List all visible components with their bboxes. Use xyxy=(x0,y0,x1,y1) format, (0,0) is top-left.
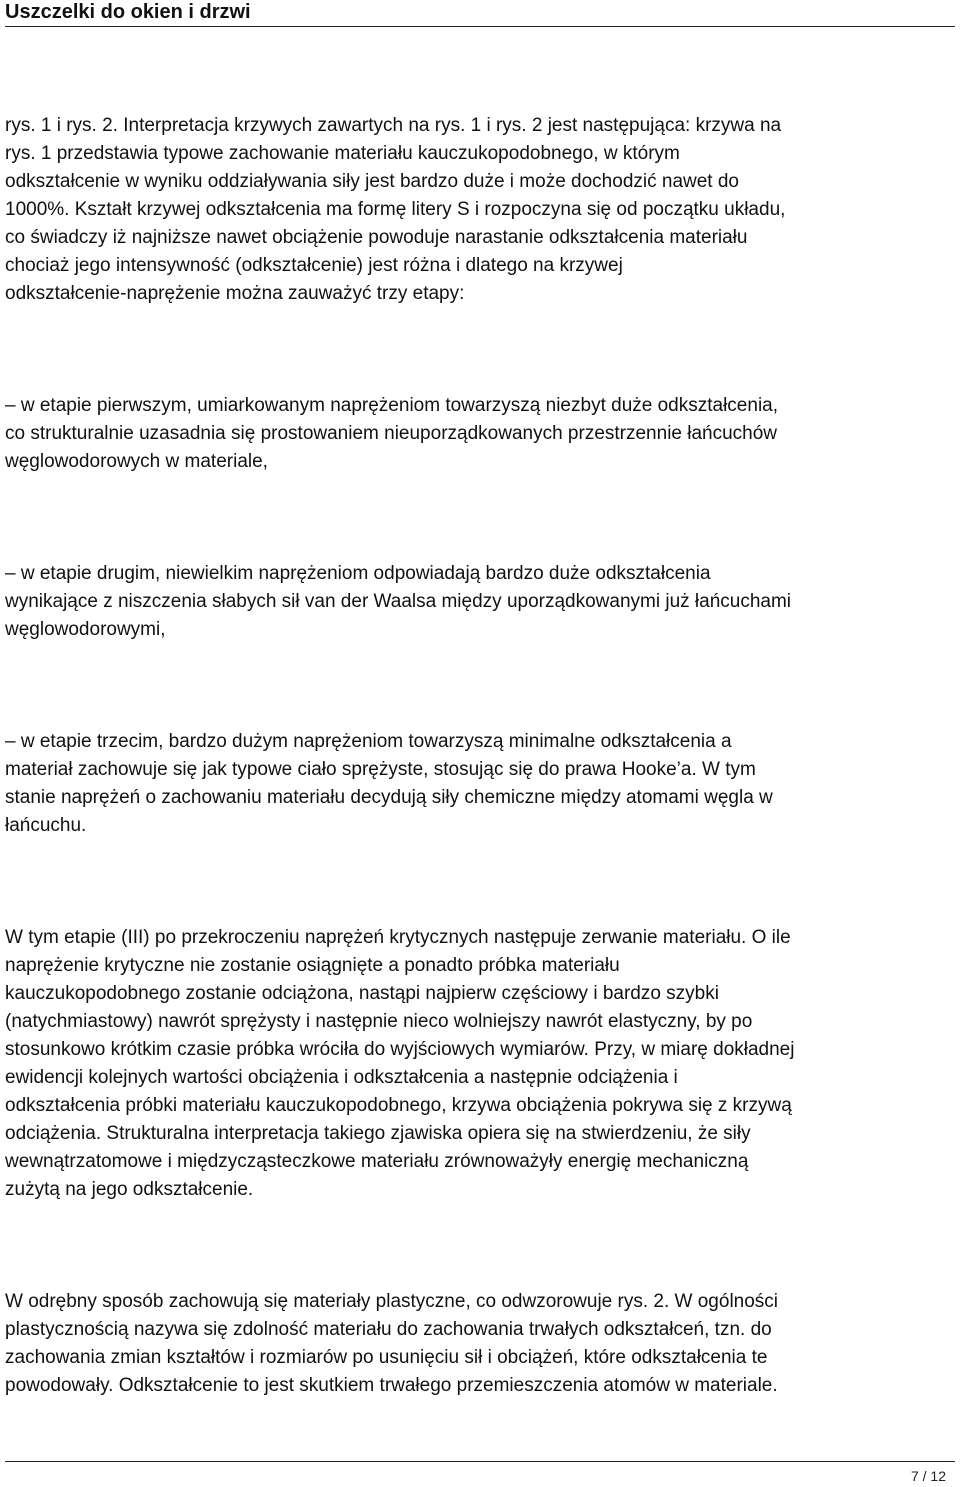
spacer xyxy=(5,644,960,728)
paragraph-stage-three-detail: W tym etapie (III) po przekroczeniu naprężeń krytycznych następuje zerwanie materiału. O ile naprężenie krytyczne nie zostanie osiągnięte a ponadto próbka materiału kauczukopodobnego zostanie odciążona, nastąpi najpierw częściowy i bardzo szybki (natychmiastowy) nawrót sprężysty i następnie nieco wolniejszy nawrót elastyczny, by po stosunkowo krótkim czasie próbka wróciła do wyjściowych wymiarów. Przy, w miarę dokładnej ewidencji kolejnych wartości obciążenia i odkształcenia a następnie odciążenia i odkształcenia próbki materiału kauczukopodobnego, krzywa obciążenia pokrywa się z krzywą odciążenia. Strukturalna interpretacja takiego zjawiska opiera się na stwierdzeniu, że siły wewnątrzatomowe i międzycząsteczkowe materiału zrównoważyły energię mechaniczną zużytą na jego odkształcenie. xyxy=(5,927,795,1200)
page-header xyxy=(0,0,960,32)
document-body xyxy=(5,112,960,1400)
page-number: 7 / 12 xyxy=(910,1468,946,1484)
paragraph-stage-three: – w etapie trzecim, bardzo dużym naprężeniom towarzyszą minimalne odkształcenia a materiał zachowuje się jak typowe ciało sprężyste, stosując się do prawa Hooke’a. W tym stanie naprężeń o zachowaniu materiału decydują siły chemiczne między atomami węgla w łańcuchu. xyxy=(5,731,773,836)
paragraph-intro: rys. 1 i rys. 2. Interpretacja krzywych zawartych na rys. 1 i rys. 2 jest następująca: krzywa na rys. 1 przedstawia typowe zachowanie materiału kauczukopodobnego, w którym odkształcenie w wyniku oddziaływania siły jest bardzo duże i może dochodzić nawet do 1000%. Kształt krzywej odkształcenia ma formę litery S i rozpoczyna się od początku układu, co świadczy iż najniższe nawet obciążenie powoduje narastanie odkształcenia materiału chociaż jego intensywność (odkształcenie) jest różna i dlatego na krzywej odkształcenie-naprężenie można zauważyć trzy etapy: xyxy=(5,115,786,304)
spacer xyxy=(5,1204,960,1288)
spacer xyxy=(5,308,960,392)
spacer xyxy=(5,476,960,560)
header-divider xyxy=(5,26,955,27)
paragraph-stage-two: – w etapie drugim, niewielkim naprężeniom odpowiadają bardzo duże odkształcenia wynikające z niszczenia słabych sił van der Waalsa między uporządkowanymi już łańcuchami węglowodorowymi, xyxy=(5,563,792,640)
spacer xyxy=(5,840,960,924)
footer-divider xyxy=(5,1461,955,1462)
paragraph-plastic-materials: W odrębny sposób zachowują się materiały plastyczne, co odwzorowuje rys. 2. W ogólności plastycznością nazywa się zdolność materiału do zachowania trwałych odkształceń, tzn. do zachowania zmian kształtów i rozmiarów po usunięciu sił i obciążeń, które odkształcenia te powodowały. Odkształcenie to jest skutkiem trwałego przemieszczenia atomów w materiale. xyxy=(5,1291,779,1396)
paragraph-stage-one: – w etapie pierwszym, umiarkowanym naprężeniom towarzyszą niezbyt duże odkształcenia, co strukturalnie uzasadnia się prostowaniem nieuporządkowanych przestrzennie łańcuchów węglowodorowych w materiale, xyxy=(5,395,779,472)
document-title: Uszczelki do okien i drzwi xyxy=(5,1,251,23)
